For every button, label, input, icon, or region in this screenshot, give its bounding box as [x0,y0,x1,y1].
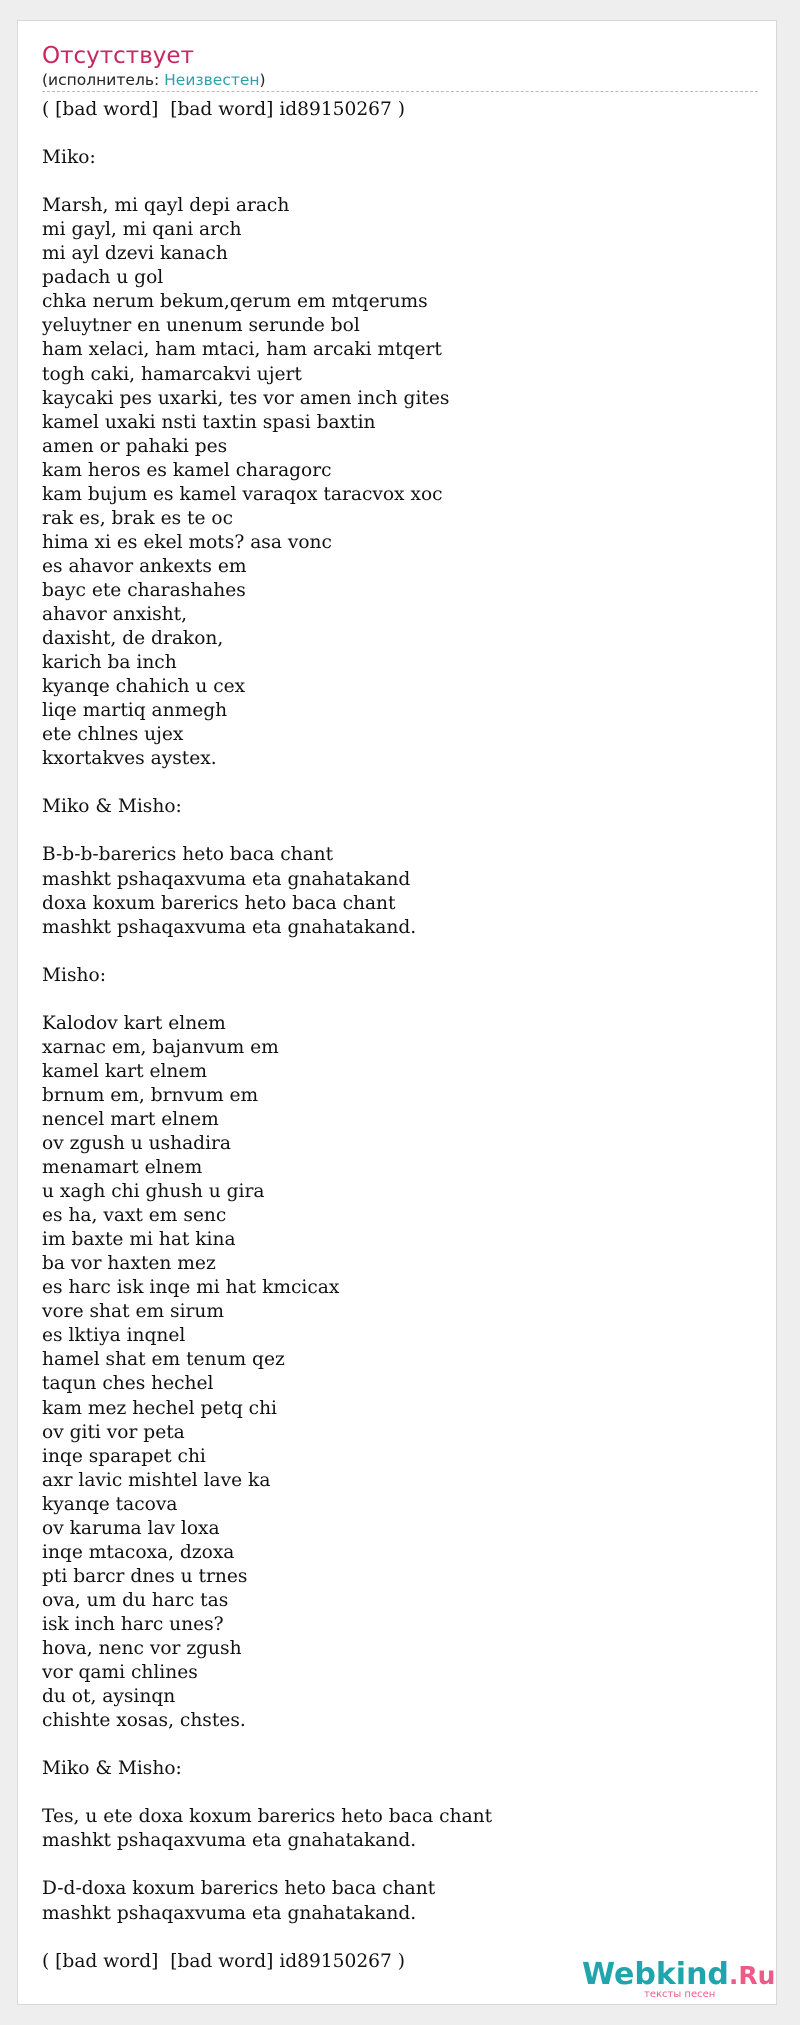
performer-suffix: ) [259,71,266,89]
performer-prefix: (исполнитель: [42,71,165,89]
lyric-line: menamart elnem [42,1157,203,1179]
lyric-line [42,771,492,795]
lyric-line: D-d-doxa koxum barerics heto baca chant [42,1878,436,1900]
lyric-line: vore shat em sirum [42,1301,225,1323]
lyric-line [42,1853,492,1877]
lyric-line: es harc isk inqe mi hat kmcicax [42,1277,340,1299]
lyric-line: es lktiya inqnel [42,1325,186,1347]
lyric-line: kamel uxaki nsti taxtin spasi baxtin [42,411,376,433]
lyric-line: inqe mtacoxa, dzoxa [42,1541,235,1563]
lyric-line: daxisht, de drakon, [42,628,224,650]
logo-tld: .Ru [728,1961,776,1990]
lyric-line: hima xi es ekel mots? asa vonc [42,531,332,553]
lyric-line: mashkt pshaqaxvuma eta gnahatakand. [42,1902,417,1924]
lyric-line: kxortakves aystex. [42,748,217,770]
lyric-line: im baxte mi hat kina [42,1229,236,1251]
title-divider [42,91,758,92]
lyric-line [42,940,492,964]
lyric-line [42,1926,492,1950]
lyrics-card [17,20,777,2005]
webkind-logo[interactable] [582,1957,776,2003]
lyric-line: ov karuma lav loxa [42,1517,220,1539]
lyric-line: inqe sparapet chi [42,1445,206,1467]
lyric-line: Miko: [42,147,96,169]
lyric-line: Tes, u ete doxa koxum barerics heto baca chant [42,1806,493,1828]
lyric-line: padach u gol [42,267,164,289]
lyric-line: es ha, vaxt em senc [42,1205,227,1227]
lyric-line: pti barcr dnes u trnes [42,1565,248,1587]
lyric-line: kamel kart elnem [42,1060,208,1082]
lyrics-text [42,98,492,1974]
lyric-line: mi gayl, mi qani arch [42,219,242,241]
lyric-line: karich ba inch [42,652,177,674]
logo-tagline: тексты песен [644,1989,716,2000]
lyric-line [42,819,492,843]
lyric-line: ham xelaci, ham mtaci, ham arcaki mtqert [42,339,442,361]
artist-link[interactable]: Неизвестен [164,71,260,89]
lyric-line: ahavor anxisht, [42,603,188,625]
lyric-line [42,122,492,146]
lyric-line: hova, nenc vor zgush [42,1638,242,1659]
lyric-line: kyanqe tacova [42,1493,178,1515]
lyric-line: taqun ches hechel [42,1373,214,1395]
lyric-line: brnum em, brnvum em [42,1084,259,1106]
lyric-line [42,170,492,194]
lyric-line: mashkt pshaqaxvuma eta gnahatakand [42,868,411,890]
lyric-line: yeluytner en unenum serunde bol [42,315,360,337]
lyric-line: u xagh chi ghush u gira [42,1181,265,1203]
lyric-line: du ot, aysinqn [42,1686,176,1708]
lyric-line: kam heros es kamel charagorc [42,459,332,481]
lyric-line: B-b-b-barerics heto baca chant [42,844,334,866]
lyric-line: kaycaki pes uxarki, tes vor amen inch gites [42,387,450,409]
performer-line [42,70,266,90]
lyric-line: bayc ete charashahes [42,579,246,601]
lyric-line: axr lavic mishtel lave ka [42,1469,271,1491]
lyric-line: Miko & Misho: [42,1758,182,1780]
lyric-line: rak es, brak es te oc [42,507,234,529]
lyric-line: mi ayl dzevi kanach [42,243,228,265]
lyric-line [42,1781,492,1805]
lyric-line: xarnac em, bajanvum em [42,1036,279,1058]
lyric-line: mashkt pshaqaxvuma eta gnahatakand. [42,1830,417,1852]
lyric-line: ova, um du harc tas [42,1589,229,1611]
lyric-line: ov zgush u ushadira [42,1133,231,1155]
lyric-line: Miko & Misho: [42,796,182,818]
lyric-line: Kalodov kart elnem [42,1012,226,1034]
lyric-line: isk inch harc unes? [42,1613,224,1635]
lyric-line: amen or pahaki pes [42,435,228,457]
lyric-line: es ahavor ankexts em [42,555,247,577]
lyric-line: togh caki, hamarcakvi ujert [42,363,302,385]
lyric-line: kam bujum es kamel varaqox taracvox xoc [42,483,443,505]
lyric-line: vor qami chlines [42,1662,198,1684]
lyric-line [42,1733,492,1757]
lyric-line: ete chlnes ujex [42,724,184,746]
lyric-line: ( [bad word] [bad word] id89150267 ) [42,99,405,120]
lyric-line [42,988,492,1012]
lyric-line: chka nerum bekum,qerum em mtqerums [42,291,428,313]
lyric-line: Misho: [42,964,106,986]
lyric-line: chishte xosas, chstes. [42,1710,246,1732]
logo-brand: Webkind [582,1957,729,1992]
lyric-line: liqe martiq anmegh [42,700,228,722]
lyric-line: nencel mart elnem [42,1108,219,1130]
lyric-line: kyanqe chahich u cex [42,676,246,698]
lyric-line: mashkt pshaqaxvuma eta gnahatakand. [42,916,417,938]
lyric-line: doxa koxum barerics heto baca chant [42,892,396,914]
song-title: Отсутствует [42,43,194,69]
lyric-line: kam mez hechel petq chi [42,1397,277,1419]
lyric-line: hamel shat em tenum qez [42,1349,285,1371]
lyric-line: ba vor haxten mez [42,1253,216,1275]
lyric-line: Marsh, mi qayl depi arach [42,195,290,217]
lyric-line: ( [bad word] [bad word] id89150267 ) [42,1950,405,1972]
lyric-line: ov giti vor peta [42,1421,185,1443]
